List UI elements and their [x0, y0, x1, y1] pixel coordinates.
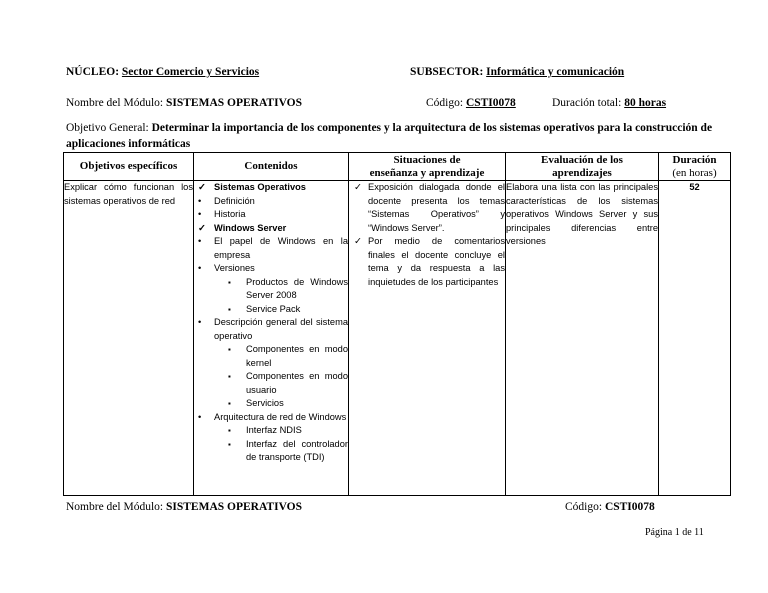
list-item [222, 370, 348, 397]
bullet-marker-icon: • [198, 209, 202, 219]
general-objective [66, 120, 732, 152]
header-text: aprendizajes [552, 166, 612, 179]
bullet-marker-icon: • [198, 236, 202, 246]
bullet-marker-icon: • [198, 195, 202, 206]
list-item-text: Servicios [246, 398, 284, 408]
page-number: Página 1 de 11 [645, 527, 704, 538]
list-item [194, 195, 348, 209]
column-header-situaciones [349, 153, 506, 181]
list-item [194, 411, 348, 425]
nucleo-value: Sector Comercio y Servicios [121, 66, 260, 78]
header-text: Evaluación de los [541, 154, 623, 166]
check-marker-icon: ✓ [354, 236, 362, 246]
check-marker-icon: ✓ [198, 222, 206, 233]
list-item-text: Interfaz NDIS [246, 425, 302, 435]
check-marker-icon: ✓ [198, 182, 206, 192]
module-name-field [66, 97, 302, 109]
objetivo-text: Explicar cómo funcionan los sistemas operativos de red [64, 182, 193, 206]
footer-code-value: CSTI0078 [604, 501, 655, 513]
list-item [222, 303, 348, 317]
subsector-label: SUBSECTOR: [410, 66, 484, 78]
evaluacion-cell [506, 181, 659, 496]
subsector-field [410, 66, 624, 78]
objetivos-cell [64, 181, 194, 496]
bullet-marker-icon: • [198, 263, 202, 273]
footer-module-field [66, 501, 302, 513]
list-item [194, 181, 348, 195]
total-duration-field [552, 97, 666, 109]
curriculum-table [63, 152, 731, 496]
column-header-objetivos [64, 153, 194, 181]
table-header-row [64, 153, 731, 181]
bullet-marker-icon: • [198, 411, 202, 422]
list-item [349, 181, 505, 235]
header-text: Objetivos específicos [79, 160, 178, 173]
list-item [194, 208, 348, 222]
module-value: SISTEMAS OPERATIVOS [165, 97, 302, 109]
module-label: Nombre del Módulo: [66, 97, 164, 109]
list-item [194, 222, 348, 236]
header-text: Situaciones de [393, 154, 461, 166]
column-header-duracion [659, 153, 731, 181]
bullet-marker-icon: • [198, 317, 202, 327]
code-label: Código: [426, 97, 464, 109]
nucleo-field [66, 66, 259, 78]
list-item [222, 343, 348, 370]
evaluacion-text: Elabora una lista con las principales características de los sistemas operativos Windows Server y sus principales diferencias entre versiones [506, 182, 658, 246]
list-item [222, 276, 348, 303]
square-marker-icon: ▪ [228, 277, 231, 287]
list-item-text: Versiones [214, 263, 255, 273]
list-item [222, 424, 348, 438]
list-item-text: Exposición dialogada donde el docente presenta los temas “Sistemas Operativos” y “Windows Server”. [368, 182, 505, 233]
list-item [194, 316, 348, 343]
column-header-evaluacion [506, 153, 659, 181]
header-subtext: (en horas) [672, 166, 717, 179]
list-item-text: Componentes en modo kernel [246, 344, 348, 368]
situaciones-cell [349, 181, 506, 496]
objective-label: Objetivo General: [66, 122, 149, 134]
header-text: Duración [672, 154, 717, 166]
square-marker-icon: ▪ [228, 426, 231, 435]
nucleo-label: NÚCLEO: [66, 66, 120, 78]
objective-value: Determinar la importancia de los componentes y la arquitectura de los sistemas operativos para la construcción de aplicaciones informáticas [66, 122, 713, 150]
code-value: CSTI0078 [465, 97, 516, 109]
list-item-text: El papel de Windows en la empresa [214, 236, 348, 260]
list-item-text: Interfaz del controlador de transporte (TDI) [246, 438, 348, 462]
list-item [222, 438, 348, 465]
list-item [349, 235, 505, 289]
square-marker-icon: ▪ [228, 304, 231, 314]
footer-code-label: Código: [565, 501, 603, 513]
code-field [426, 97, 516, 109]
list-item-text: Definición [214, 195, 255, 206]
square-marker-icon: ▪ [228, 372, 231, 381]
list-item-text: Productos de Windows Server 2008 [246, 276, 348, 300]
header-text: Contenidos [244, 160, 298, 173]
list-item-text: Historia [214, 209, 246, 219]
list-item-text: Arquitectura de red de Windows [214, 411, 347, 422]
footer-module-value: SISTEMAS OPERATIVOS [165, 501, 302, 513]
contenidos-cell [194, 181, 349, 496]
list-item-text: Service Pack [246, 303, 301, 314]
footer-module-label: Nombre del Módulo: [66, 501, 164, 513]
list-item-text: Windows Server [214, 222, 287, 233]
table-body-row [64, 181, 731, 496]
list-item-text: Componentes en modo usuario [246, 371, 348, 395]
list-item [194, 235, 348, 262]
list-item [194, 262, 348, 276]
square-marker-icon: ▪ [228, 399, 231, 408]
duration-value: 80 horas [624, 97, 667, 109]
situaciones-list [349, 181, 505, 289]
duracion-cell: 52 [659, 181, 731, 496]
contenidos-list [194, 181, 348, 465]
column-header-contenidos [194, 153, 349, 181]
list-item-text: Por medio de comentarios finales el docente concluye el tema y da respuesta a las inquietudes de los participantes [368, 236, 505, 287]
subsector-value: Informática y comunicación [486, 66, 625, 78]
square-marker-icon: ▪ [228, 439, 231, 449]
check-marker-icon: ✓ [354, 182, 362, 192]
header-text: enseñanza y aprendizaje [369, 166, 485, 179]
list-item [222, 397, 348, 411]
square-marker-icon: ▪ [228, 345, 231, 354]
duration-label: Duración total: [552, 97, 622, 109]
footer-code-field [565, 501, 655, 513]
list-item-text: Descripción general del sistema operativo [214, 317, 348, 341]
list-item-text: Sistemas Operativos [214, 182, 306, 192]
